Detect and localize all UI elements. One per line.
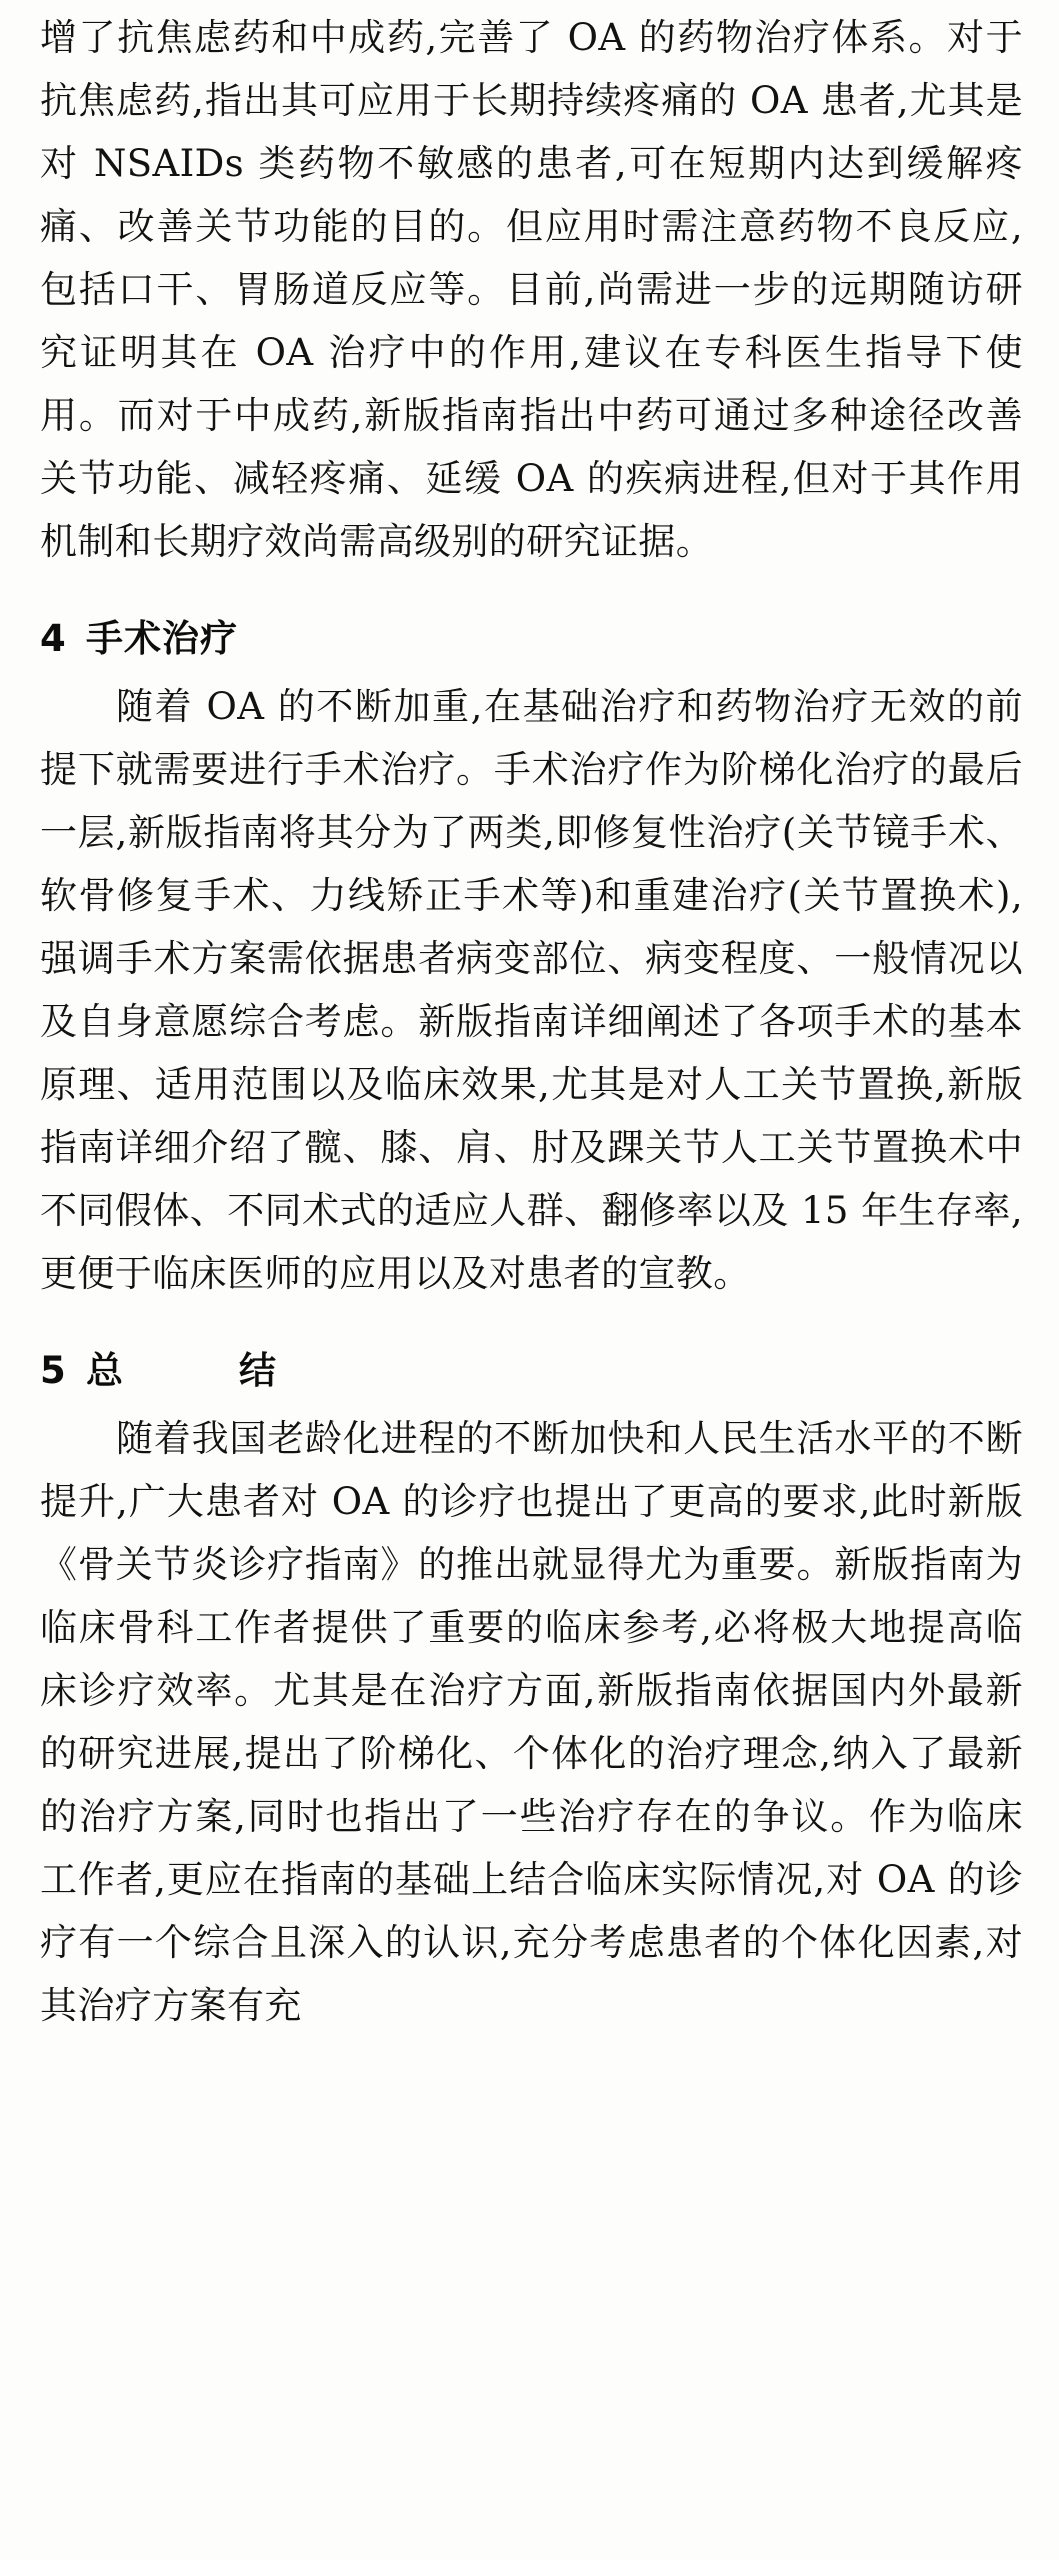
paragraph-section4: 随着 OA 的不断加重,在基础治疗和药物治疗无效的前提下就需要进行手术治疗。手术治疗作为阶梯化治疗的最后一层,新版指南将其分为了两类,即修复性治疗(关节镜手术、软骨修复手术、力线矫正手术等)和重建治疗(关节置换术),强调手术方案需依据患者病变部位、病变程度、一般情况以及自身意愿综合考虑。新版指南详细阐述了各项手术的基本原理、适用范围以及临床效果,尤其是对人工关节置换,新版指南详细介绍了髋、膝、肩、肘及踝关节人工关节置换术中不同假体、不同术式的适应人群、翻修率以及 15 年生存率,更便于临床医师的应用以及对患者的宣教。: [40, 685, 1023, 1295]
section-number: 4: [40, 617, 67, 660]
section-heading-4: [40, 609, 1023, 669]
spacer: [40, 573, 1023, 583]
spacer: [40, 1305, 1023, 1315]
section-heading-5: [40, 1341, 1023, 1401]
paragraph-section5: 随着我国老龄化进程的不断加快和人民生活水平的不断提升,广大患者对 OA 的诊疗也提出了更高的要求,此时新版《骨关节炎诊疗指南》的推出就显得尤为重要。新版指南为临床骨科工作者提供了重要的临床参考,必将极大地提高临床诊疗效率。尤其是在治疗方面,新版指南依据国内外最新的研究进展,提出了阶梯化、个体化的治疗理念,纳入了最新的治疗方案,同时也指出了一些治疗存在的争议。作为临床工作者,更应在指南的基础上结合临床实际情况,对 OA 的诊疗有一个综合且深入的认识,充分考虑患者的个体化因素,对其治疗方案有充: [40, 1417, 1023, 2027]
paragraph-continuation: 增了抗焦虑药和中成药,完善了 OA 的药物治疗体系。对于抗焦虑药,指出其可应用于长期持续疼痛的 OA 患者,尤其是对 NSAIDs 类药物不敏感的患者,可在短期内达到缓解疼痛、改善关节功能的目的。但应用时需注意药物不良反应,包括口干、胃肠道反应等。目前,尚需进一步的远期随访研究证明其在 OA 治疗中的作用,建议在专科医生指导下使用。而对于中成药,新版指南指出中药可通过多种途径改善关节功能、减轻疼痛、延缓 OA 的疾病进程,但对于其作用机制和长期疗效尚需高级别的研究证据。: [40, 16, 1023, 563]
section-number: 5: [40, 1349, 67, 1392]
section-title: 手术治疗: [86, 617, 238, 660]
section-title: 总 结: [86, 1349, 290, 1392]
